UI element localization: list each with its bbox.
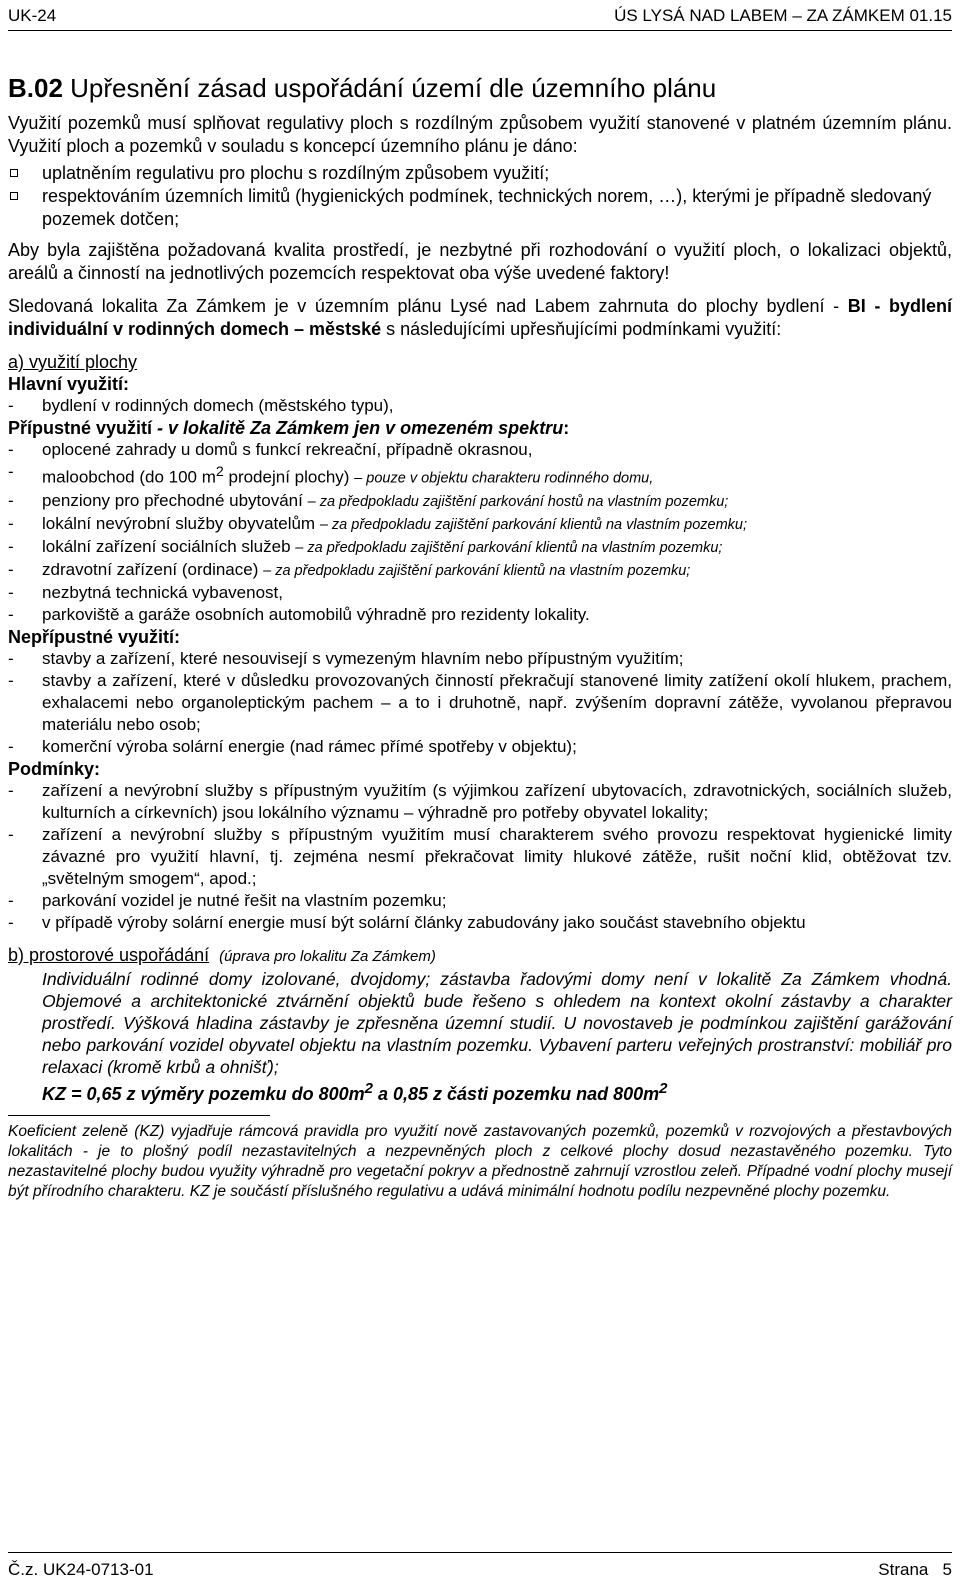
bullet-text: respektováním územních limitů (hygienických podmínek, technických norem, …), kterými je případně sledovaný pozemek dotčen; (42, 186, 932, 229)
green-coefficient-rule: KZ = 0,65 z výměry pozemku do $800m^2$ a 0,85 z části pozemku nad $800m^2$ (42, 1079, 668, 1104)
quality-paragraph: Aby byla zajištěna požadovaná kvalita prostředí, je nezbytné při rozhodování o využití ploch, o lokalizaci objektů, areálů a činností na jednotlivých pozemcích respektovat oba výše uvedené faktory! (8, 240, 952, 283)
locality-zone-name: BI - bydlení individuální v rodinných domech – městské (8, 296, 952, 339)
footnote-text: Koeficient zeleně (KZ) vyjadřuje rámcová pravidla pro využití nově zastavovaných pozemků, pozemků v rozvojových a přestavbových lokalitách - je to plošný podíl nezastavitelných a nezpevněných ploch z celkové plochy dosud nezastavěného pozemku. Tyto nezastavitelné plochy budou využity výhradně pro vegetační pokryv a přednostně zahrnují vzrostlou zeleň. Případné vodní plochy musejí být přírodního charakteru. KZ je součástí příslušného regulativu a udává minimální hodnotu podílu nezpevněné plochy pozemku. (8, 1122, 952, 1200)
bullet-item (8, 185, 952, 231)
list-item: - v případě výroby solární energie musí být solární články zabudovány jako součást stavebního objektu (8, 912, 806, 932)
footnote-divider (8, 1115, 270, 1116)
conditions-title: Podmínky: (8, 758, 101, 779)
locality-paragraph (8, 295, 952, 341)
header-project-title: ÚS LYSÁ NAD LABEM – ZA ZÁMKEM 01.15 (614, 6, 952, 25)
list-item: - komerční výroba solární energie (nad rámec přímé spotřeby v objektu); (8, 736, 577, 756)
list-item: - lokální zařízení sociálních služeb – za předpokladu zajištění parkování klientů na vlastním pozemku; (8, 536, 723, 556)
forbidden-use-title: Nepřípustné využití: (8, 626, 181, 647)
page-number: 5 (942, 1560, 952, 1579)
list-item: - penziony pro přechodné ubytování – za předpokladu zajištění parkování hostů na vlastním pozemku; (8, 490, 729, 510)
list-item: - zařízení a nevýrobní služby s přípustným využitím (s výjimkou zařízení ubytovacích, zdravotnických, sociálních služeb, kulturních a církevních) jsou lokálního významu – výhradně pro potřeby obyvatel lokality; (8, 780, 952, 822)
bullet-item (8, 162, 952, 185)
list-item: - oplocené zahrady u domů s funkcí rekreační, případně okrasnou, (8, 440, 533, 459)
list-item: - maloobchod (do 100 $m^2$ prodejní plochy) – pouze v objektu charakteru rodinného domu, (8, 462, 654, 487)
checkbox-bullet-icon (10, 192, 18, 200)
list-item: - zdravotní zařízení (ordinace) – za předpokladu zajištění parkování klientů na vlastním pozemku; (8, 559, 691, 579)
checkbox-bullet-icon (10, 169, 18, 177)
list-item: - parkování vozidel je nutné řešit na vlastním pozemku; (8, 890, 447, 910)
section-b-body (8, 968, 952, 1105)
list-item: - parkoviště a garáže osobních automobilů výhradně pro rezidenty lokality. (8, 604, 590, 624)
allowed-use-title: Přípustné využití - v lokalitě Za Zámkem jen v omezeném spektru: (8, 418, 570, 438)
page-header (8, 4, 952, 28)
bullet-text: uplatněním regulativu pro plochu s rozdílným způsobem využití; (42, 163, 550, 183)
item-note: – pouze v objektu charakteru rodinného domu, (354, 470, 654, 487)
section-b-heading (8, 944, 952, 968)
section-heading (8, 72, 952, 104)
footer-page: Strana 5 (878, 1560, 952, 1579)
section-a-title: a) využití plochy (8, 352, 138, 372)
conditions-list (8, 780, 952, 934)
header-doc-code: UK-24 (8, 6, 57, 25)
list-item: - zařízení a nevýrobní služby s přípustným využitím musí charakterem svého provozu respektovat hygienické limity závazné pro využití hlavní, tj. zejména nesmí překračovat limity hlukové zátěže, rušit noční klid, obtěžovat tzv. „světelným smogem“, apod.; (8, 824, 952, 888)
intro-paragraph: Využití pozemků musí splňovat regulativy ploch s rozdílným způsobem využití stanovené v platném územním plánu. Využití ploch a pozemků v souladu s koncepcí územního plánu je dáno: (8, 113, 952, 156)
item-note: – za předpokladu zajištění parkování hostů na vlastním pozemku; (307, 493, 729, 510)
list-item: - nezbytná technická vybavenost, (8, 582, 283, 602)
footnote (8, 1122, 952, 1202)
section-title: Upřesnění zásad uspořádání území dle územního plánu (62, 73, 717, 103)
section-b-title: b) prostorové uspořádání (8, 944, 210, 965)
list-item: - bydlení v rodinných domech (městského typu), (8, 396, 394, 415)
intro-bullet-list (8, 162, 952, 231)
footer-contract-number: Č.z. UK24-0713-01 (8, 1560, 154, 1579)
list-item: - stavby a zařízení, které v důsledku provozovaných činností překračují stanovené limity zatížení okolí hlukem, prachem, exhalacemi nebo organoleptickým pachem – a to i druhotně, např. zvýšením dopravní zátěže, vyvolanou přepravou materiálu nebo osob; (8, 670, 952, 734)
main-use-list (8, 395, 952, 417)
list-item: - lokální nevýrobní služby obyvatelům – za předpokladu zajištění parkování klientů na vlastním pozemku; (8, 513, 748, 533)
section-b-paragraph: Individuální rodinné domy izolované, dvojdomy; zástavba řadovými domy není v lokalitě Za Zámkem vhodná. Objemové a architektonické ztvárnění objektů bude řešeno s ohledem na kontext okolní zástavby a charakter prostředí. Výšková hladina zástavby je zpřesněna územní studií. U novostaveb je podmínkou zajištění garážování nebo parkování vozidel obyvatel objektu na vlastním pozemku. Vybavení parteru veřejných prostranství: mobiliář pro relaxaci (kromě krbů a ohnišť); (42, 968, 952, 1077)
item-note: – za předpokladu zajištění parkování klientů na vlastním pozemku; (263, 562, 691, 579)
footer-divider (8, 1552, 952, 1553)
header-divider (8, 30, 952, 31)
section-code: B.02 (8, 73, 63, 103)
list-item: - stavby a zařízení, které nesouvisejí s vymezeným hlavním nebo přípustným využitím; (8, 648, 684, 668)
forbidden-use-list (8, 648, 952, 758)
locality-tail: s následujícími upřesňujícími podmínkami využití: (381, 319, 782, 339)
section-b-subtitle: (úprava pro lokalitu Za Zámkem) (219, 947, 436, 965)
page-content (8, 72, 952, 1202)
main-use-title: Hlavní využití: (8, 374, 130, 394)
item-note: – za předpokladu zajištění parkování klientů na vlastním pozemku; (319, 516, 748, 533)
allowed-use-list (8, 439, 952, 626)
item-note: – za předpokladu zajištění parkování klientů na vlastním pozemku; (295, 539, 723, 556)
locality-lead: Sledovaná lokalita Za Zámkem je v územním plánu Lysé nad Labem zahrnuta do plochy bydlení - (8, 296, 848, 316)
